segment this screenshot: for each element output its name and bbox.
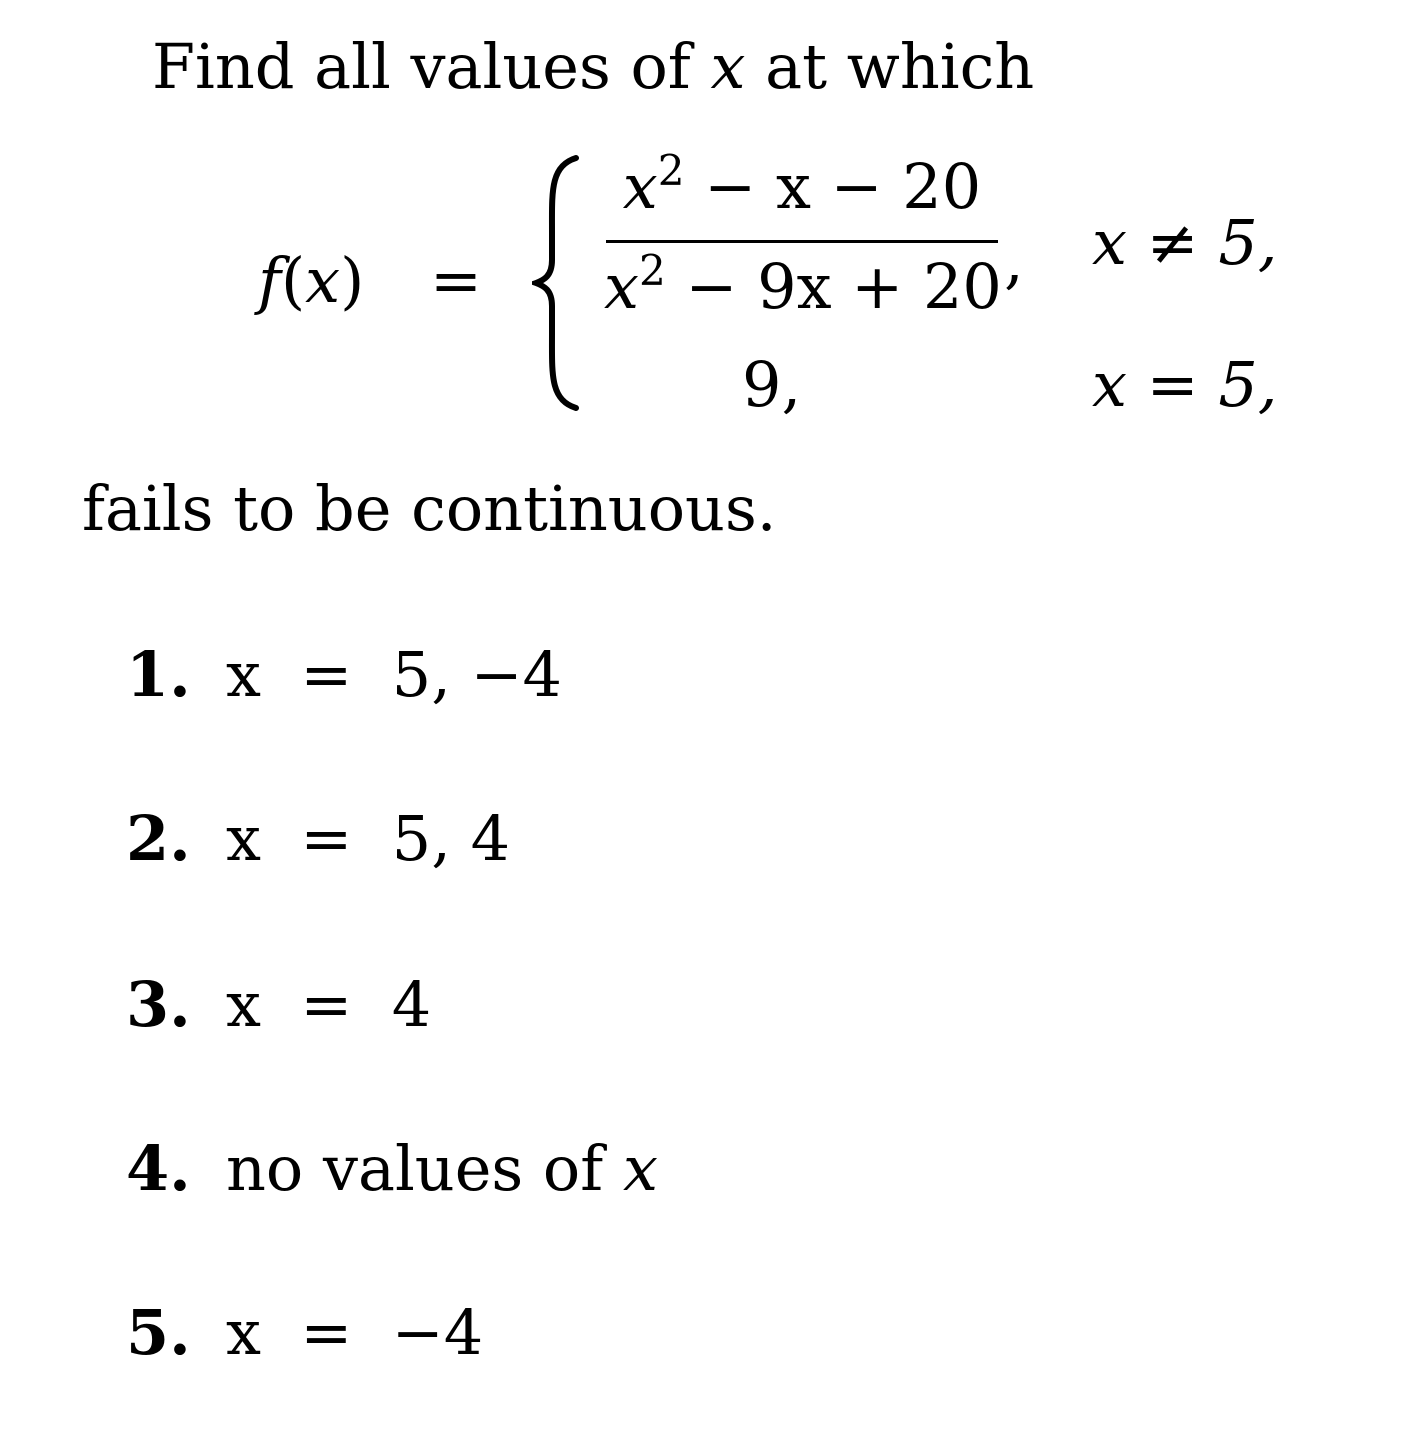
question-outro: fails to be continuous.	[82, 472, 777, 545]
function-arg: x	[305, 244, 341, 317]
option-text: x = 5, −4	[226, 638, 563, 711]
numerator-exponent: 2	[657, 145, 685, 195]
option-number: 4.	[126, 1132, 191, 1205]
option-number: 5.	[126, 1296, 191, 1369]
left-brace-icon	[532, 152, 582, 417]
option-text: x = 5, 4	[226, 802, 511, 875]
option-text: no values of	[226, 1132, 604, 1205]
answer-option-2[interactable]	[126, 802, 511, 875]
intro-tail: at which	[765, 30, 1035, 103]
intro-variable: x	[710, 30, 746, 103]
numerator-rest: − x − 20	[684, 150, 982, 223]
option-number: 3.	[126, 968, 191, 1041]
option-text: x = −4	[226, 1296, 484, 1369]
option-number: 1.	[126, 638, 191, 711]
option-text: x = 4	[226, 968, 432, 1041]
denominator-rest: − 9x + 20	[665, 250, 1002, 323]
option-number: 2.	[126, 802, 191, 875]
denominator-exponent: 2	[638, 245, 666, 295]
equals-sign: =	[430, 244, 482, 317]
intro-text: Find all values of	[152, 30, 691, 103]
case1-condition: x ≠ 5,	[1092, 206, 1278, 279]
answer-option-4[interactable]	[126, 1132, 658, 1205]
answer-option-3[interactable]	[126, 968, 432, 1041]
case2-value: 9,	[742, 348, 802, 421]
case2-condition: x = 5,	[1092, 348, 1278, 421]
close-paren: )	[340, 244, 365, 317]
fraction-bar	[606, 240, 998, 243]
numerator-var: x	[622, 150, 658, 223]
question-intro	[152, 30, 1035, 103]
fraction-numerator	[610, 145, 994, 223]
answer-option-1[interactable]	[126, 638, 563, 711]
function-name: f	[258, 244, 281, 317]
open-paren: (	[280, 244, 306, 317]
function-lhs	[258, 244, 365, 317]
option-variable: x	[622, 1132, 658, 1205]
fraction-denominator	[604, 245, 1002, 323]
answer-option-5[interactable]	[126, 1296, 484, 1369]
fraction-comma: ,	[1004, 224, 1024, 297]
denominator-var: x	[604, 250, 639, 323]
